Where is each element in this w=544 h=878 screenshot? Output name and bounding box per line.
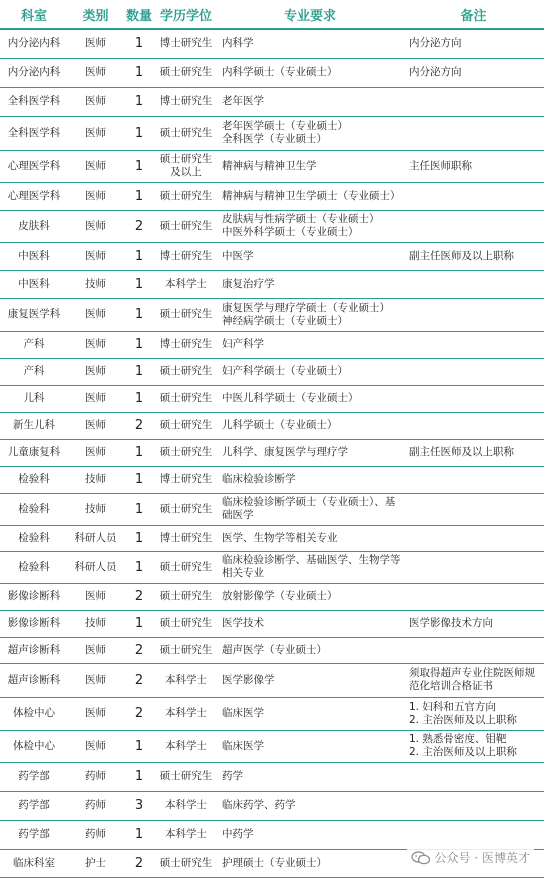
cell-note xyxy=(403,663,544,697)
cell-degree: 硕士研究生 xyxy=(155,493,217,525)
cell-degree: 本科学士 xyxy=(155,270,217,298)
cell-degree: 硕士研究生 xyxy=(155,412,217,439)
cell-dept: 皮肤科 xyxy=(0,210,68,242)
major-line: 神经病学硕士（专业硕士） xyxy=(222,314,348,327)
cell-dept: 超声诊断科 xyxy=(0,637,68,663)
major-line: 妇产科学 xyxy=(222,338,264,350)
header-major: 专业要求 xyxy=(217,0,403,29)
cell-degree: 本科学士 xyxy=(155,820,217,849)
cell-type: 医师 xyxy=(68,637,123,663)
table-row xyxy=(0,663,544,697)
major-line: 药学 xyxy=(222,770,243,782)
cell-major xyxy=(217,525,403,551)
major-line: 老年医学硕士（专业硕士） xyxy=(222,120,348,132)
cell-type: 医师 xyxy=(68,242,123,270)
major-line: 临床检验诊断学 xyxy=(222,473,296,485)
cell-type: 药师 xyxy=(68,762,123,791)
cell-type: 科研人员 xyxy=(68,525,123,551)
table-row xyxy=(0,29,544,58)
cell-count: 1 xyxy=(123,58,155,87)
table-row xyxy=(0,583,544,610)
cell-count: 1 xyxy=(123,762,155,791)
cell-degree: 硕士研究生 xyxy=(155,358,217,385)
cell-note xyxy=(403,412,544,439)
cell-count: 1 xyxy=(123,551,155,583)
cell-count: 1 xyxy=(123,182,155,210)
table-row xyxy=(0,331,544,358)
cell-dept: 检验科 xyxy=(0,525,68,551)
cell-degree: 本科学士 xyxy=(155,697,217,730)
cell-degree: 硕士研究生 xyxy=(155,610,217,637)
table-row xyxy=(0,210,544,242)
cell-type: 医师 xyxy=(68,58,123,87)
table-row xyxy=(0,730,544,762)
major-line: 础医学 xyxy=(222,509,254,521)
cell-major xyxy=(217,385,403,412)
cell-type: 医师 xyxy=(68,583,123,610)
cell-major xyxy=(217,87,403,116)
cell-dept: 儿科 xyxy=(0,385,68,412)
major-line: 相关专业 xyxy=(222,567,264,579)
cell-type: 医师 xyxy=(68,150,123,182)
major-line: 精神病与精神卫生学 xyxy=(222,159,317,172)
major-line: 放射影像学（专业硕士） xyxy=(222,590,338,602)
cell-type: 医师 xyxy=(68,210,123,242)
table-body xyxy=(0,29,544,877)
cell-count: 1 xyxy=(123,29,155,58)
cell-note xyxy=(403,210,544,242)
cell-major xyxy=(217,583,403,610)
major-line: 内科学 xyxy=(222,37,254,50)
cell-dept: 儿童康复科 xyxy=(0,439,68,466)
cell-type: 医师 xyxy=(68,358,123,385)
cell-degree: 博士研究生 xyxy=(155,466,217,493)
cell-note xyxy=(403,610,544,637)
cell-dept: 药学部 xyxy=(0,762,68,791)
table-row xyxy=(0,820,544,849)
wechat-icon xyxy=(411,851,431,865)
major-line: 超声医学（专业硕士） xyxy=(222,643,327,656)
cell-major xyxy=(217,849,403,877)
cell-degree: 硕士研究生 xyxy=(155,762,217,791)
cell-degree: 博士研究生 xyxy=(155,87,217,116)
cell-dept: 超声诊断科 xyxy=(0,663,68,697)
cell-type: 药师 xyxy=(68,791,123,820)
table-row xyxy=(0,412,544,439)
cell-dept: 体检中心 xyxy=(0,697,68,730)
cell-note xyxy=(403,270,544,298)
cell-degree: 硕士研究生 xyxy=(155,182,217,210)
cell-note xyxy=(403,331,544,358)
cell-count: 2 xyxy=(123,583,155,610)
cell-degree: 硕士研究生 xyxy=(155,116,217,150)
table-row xyxy=(0,58,544,87)
cell-note xyxy=(403,87,544,116)
degree-line: 硕士研究生 xyxy=(159,153,213,165)
cell-dept: 药学部 xyxy=(0,791,68,820)
cell-degree: 博士研究生 xyxy=(155,242,217,270)
major-line: 中医儿科学硕士（专业硕士） xyxy=(222,392,359,404)
cell-major xyxy=(217,820,403,849)
major-line: 医学、生物学等相关专业 xyxy=(222,531,338,544)
cell-dept: 检验科 xyxy=(0,493,68,525)
cell-type: 医师 xyxy=(68,697,123,730)
cell-major xyxy=(217,663,403,697)
note-line: 主任医师职称 xyxy=(409,159,472,172)
note-line: 须取得超声专业住院医师规 xyxy=(409,667,535,679)
cell-type: 医师 xyxy=(68,439,123,466)
cell-count: 3 xyxy=(123,791,155,820)
cell-note xyxy=(403,385,544,412)
cell-type: 技师 xyxy=(68,270,123,298)
table-row xyxy=(0,466,544,493)
cell-degree: 博士研究生 xyxy=(155,525,217,551)
cell-degree xyxy=(155,150,217,182)
table-row xyxy=(0,298,544,331)
table-row xyxy=(0,116,544,150)
cell-note xyxy=(403,116,544,150)
cell-degree: 硕士研究生 xyxy=(155,637,217,663)
header-dept: 科室 xyxy=(0,0,68,29)
cell-type: 医师 xyxy=(68,182,123,210)
note-line: 医学影像技术方向 xyxy=(409,617,493,629)
cell-dept: 影像诊断科 xyxy=(0,610,68,637)
cell-count: 1 xyxy=(123,466,155,493)
cell-count: 1 xyxy=(123,87,155,116)
cell-type: 护士 xyxy=(68,849,123,877)
cell-dept: 影像诊断科 xyxy=(0,583,68,610)
cell-note xyxy=(403,298,544,331)
major-line: 康复治疗学 xyxy=(222,277,275,290)
note-line: 1. 妇科和五官方向 xyxy=(409,700,496,713)
cell-count: 1 xyxy=(123,116,155,150)
cell-note xyxy=(403,150,544,182)
cell-degree: 硕士研究生 xyxy=(155,849,217,877)
cell-dept: 产科 xyxy=(0,331,68,358)
header-note: 备注 xyxy=(403,0,544,29)
cell-count: 1 xyxy=(123,331,155,358)
cell-major xyxy=(217,210,403,242)
table-row xyxy=(0,150,544,182)
cell-dept: 全科医学科 xyxy=(0,87,68,116)
table-row xyxy=(0,242,544,270)
cell-major xyxy=(217,730,403,762)
cell-count: 1 xyxy=(123,439,155,466)
cell-major xyxy=(217,493,403,525)
major-line: 医学影像学 xyxy=(222,673,275,686)
cell-note xyxy=(403,358,544,385)
cell-major xyxy=(217,116,403,150)
cell-degree: 硕士研究生 xyxy=(155,439,217,466)
cell-count: 2 xyxy=(123,210,155,242)
cell-degree: 硕士研究生 xyxy=(155,385,217,412)
cell-count: 2 xyxy=(123,697,155,730)
cell-major xyxy=(217,58,403,87)
cell-type: 科研人员 xyxy=(68,551,123,583)
major-line: 精神病与精神卫生学硕士（专业硕士） xyxy=(222,189,401,202)
cell-type: 医师 xyxy=(68,730,123,762)
cell-dept: 内分泌内科 xyxy=(0,58,68,87)
cell-type: 医师 xyxy=(68,331,123,358)
major-line: 康复医学与理疗学硕士（专业硕士） xyxy=(222,301,390,314)
table-row xyxy=(0,762,544,791)
cell-major xyxy=(217,298,403,331)
table-row xyxy=(0,439,544,466)
cell-type: 医师 xyxy=(68,116,123,150)
cell-note xyxy=(403,58,544,87)
cell-count: 2 xyxy=(123,637,155,663)
cell-dept: 中医科 xyxy=(0,242,68,270)
note-line: 范化培训合格证书 xyxy=(409,680,493,692)
cell-degree: 硕士研究生 xyxy=(155,58,217,87)
cell-dept: 全科医学科 xyxy=(0,116,68,150)
major-line: 临床药学、药学 xyxy=(222,799,296,811)
note-line: 副主任医师及以上职称 xyxy=(409,249,514,262)
cell-major xyxy=(217,242,403,270)
major-line: 妇产科学硕士（专业硕士） xyxy=(222,365,348,377)
cell-major xyxy=(217,29,403,58)
cell-dept: 检验科 xyxy=(0,466,68,493)
major-line: 中药学 xyxy=(222,828,254,840)
table-row xyxy=(0,551,544,583)
cell-count: 1 xyxy=(123,270,155,298)
cell-major xyxy=(217,697,403,730)
cell-degree: 本科学士 xyxy=(155,730,217,762)
table-row xyxy=(0,385,544,412)
cell-dept: 产科 xyxy=(0,358,68,385)
cell-count: 1 xyxy=(123,358,155,385)
header-type: 类别 xyxy=(68,0,123,29)
cell-count: 2 xyxy=(123,412,155,439)
cell-dept: 药学部 xyxy=(0,820,68,849)
table-row xyxy=(0,637,544,663)
cell-type: 医师 xyxy=(68,663,123,697)
cell-note xyxy=(403,29,544,58)
cell-degree: 硕士研究生 xyxy=(155,210,217,242)
cell-type: 药师 xyxy=(68,820,123,849)
table-row xyxy=(0,697,544,730)
major-line: 临床检验诊断学硕士（专业硕士）、基 xyxy=(222,496,396,508)
cell-dept: 内分泌内科 xyxy=(0,29,68,58)
cell-note xyxy=(403,583,544,610)
cell-note xyxy=(403,493,544,525)
cell-count: 1 xyxy=(123,385,155,412)
cell-dept: 临床科室 xyxy=(0,849,68,877)
cell-count: 1 xyxy=(123,298,155,331)
cell-degree: 硕士研究生 xyxy=(155,551,217,583)
cell-major xyxy=(217,762,403,791)
cell-type: 医师 xyxy=(68,87,123,116)
cell-type: 医师 xyxy=(68,298,123,331)
table-row xyxy=(0,525,544,551)
major-line: 临床检验诊断学、基础医学、生物学等 xyxy=(222,554,401,566)
cell-note xyxy=(403,820,544,849)
cell-major xyxy=(217,358,403,385)
major-line: 护理硕士（专业硕士） xyxy=(222,856,327,869)
header-count: 数量 xyxy=(123,0,155,29)
cell-note xyxy=(403,182,544,210)
cell-dept: 新生儿科 xyxy=(0,412,68,439)
major-line: 皮肤病与性病学硕士（专业硕士） xyxy=(222,213,380,225)
major-line: 临床医学 xyxy=(222,707,264,719)
cell-type: 医师 xyxy=(68,385,123,412)
note-line: 1. 熟悉骨密度、钼靶 xyxy=(409,733,507,745)
table-row xyxy=(0,493,544,525)
watermark xyxy=(407,847,534,868)
cell-type: 技师 xyxy=(68,466,123,493)
cell-degree: 硕士研究生 xyxy=(155,298,217,331)
cell-note xyxy=(403,697,544,730)
cell-degree: 硕士研究生 xyxy=(155,583,217,610)
watermark-text: 公众号 · 医博英才 xyxy=(434,851,530,865)
cell-major xyxy=(217,551,403,583)
header-row xyxy=(0,0,544,29)
cell-count: 1 xyxy=(123,493,155,525)
cell-degree: 博士研究生 xyxy=(155,29,217,58)
cell-note xyxy=(403,637,544,663)
cell-dept: 体检中心 xyxy=(0,730,68,762)
degree-line: 及以上 xyxy=(170,166,202,178)
cell-note xyxy=(403,525,544,551)
cell-major xyxy=(217,637,403,663)
major-line: 儿科学硕士（专业硕士） xyxy=(222,419,338,431)
major-line: 老年医学 xyxy=(222,95,264,107)
cell-major xyxy=(217,270,403,298)
cell-dept: 心理医学科 xyxy=(0,150,68,182)
cell-type: 医师 xyxy=(68,412,123,439)
major-line: 医学技术 xyxy=(222,617,264,629)
cell-note xyxy=(403,791,544,820)
cell-major xyxy=(217,439,403,466)
cell-dept: 康复医学科 xyxy=(0,298,68,331)
cell-degree: 本科学士 xyxy=(155,791,217,820)
table-row xyxy=(0,182,544,210)
cell-count: 1 xyxy=(123,525,155,551)
cell-dept: 检验科 xyxy=(0,551,68,583)
cell-note xyxy=(403,730,544,762)
cell-major xyxy=(217,182,403,210)
cell-note xyxy=(403,466,544,493)
cell-type: 医师 xyxy=(68,29,123,58)
major-line: 儿科学、康复医学与理疗学 xyxy=(222,446,348,458)
cell-count: 1 xyxy=(123,610,155,637)
cell-type: 技师 xyxy=(68,610,123,637)
major-line: 临床医学 xyxy=(222,739,264,752)
cell-major xyxy=(217,610,403,637)
cell-count: 2 xyxy=(123,849,155,877)
cell-note xyxy=(403,439,544,466)
cell-note xyxy=(403,762,544,791)
header-degree: 学历学位 xyxy=(155,0,217,29)
cell-degree: 博士研究生 xyxy=(155,331,217,358)
note-line: 副主任医师及以上职称 xyxy=(409,446,514,458)
cell-count: 2 xyxy=(123,663,155,697)
table-row xyxy=(0,358,544,385)
note-line: 2. 主治医师及以上职称 xyxy=(409,746,517,758)
table-row xyxy=(0,791,544,820)
cell-degree: 本科学士 xyxy=(155,663,217,697)
table-row xyxy=(0,610,544,637)
cell-type: 技师 xyxy=(68,493,123,525)
cell-count: 1 xyxy=(123,820,155,849)
cell-major xyxy=(217,412,403,439)
cell-major xyxy=(217,150,403,182)
note-line: 2. 主治医师及以上职称 xyxy=(409,713,517,726)
cell-dept: 心理医学科 xyxy=(0,182,68,210)
cell-major xyxy=(217,466,403,493)
cell-count: 1 xyxy=(123,730,155,762)
major-line: 中医学 xyxy=(222,249,254,262)
cell-count: 1 xyxy=(123,242,155,270)
cell-major xyxy=(217,791,403,820)
major-line: 内科学硕士（专业硕士） xyxy=(222,66,338,78)
major-line: 中医外科学硕士（专业硕士） xyxy=(222,226,359,238)
note-line: 内分泌方向 xyxy=(409,66,462,78)
cell-note xyxy=(403,551,544,583)
major-line: 全科医学（专业硕士） xyxy=(222,133,327,145)
note-line: 内分泌方向 xyxy=(409,37,462,50)
cell-dept: 中医科 xyxy=(0,270,68,298)
cell-note xyxy=(403,242,544,270)
table-row xyxy=(0,87,544,116)
cell-major xyxy=(217,331,403,358)
cell-count: 1 xyxy=(123,150,155,182)
table-row xyxy=(0,270,544,298)
